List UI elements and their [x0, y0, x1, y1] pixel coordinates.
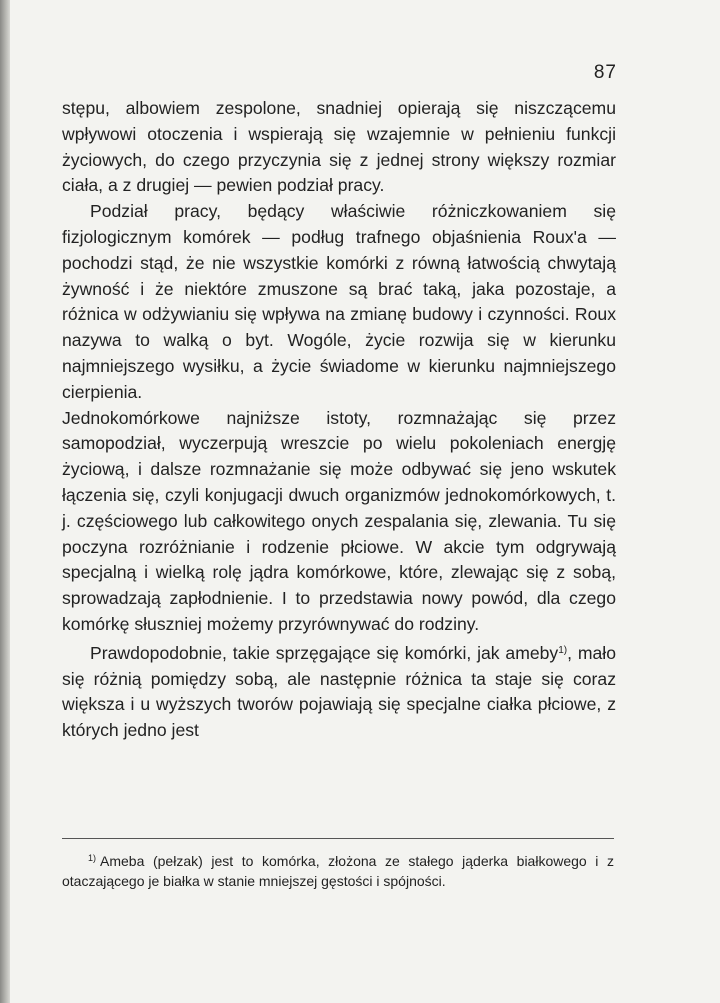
paragraph-1: stępu, albowiem zespolone, snadniej opierają się niszczącemu wpływowi otoczenia i wspierają się wzajemnie w pełnieniu funkcji życiowych, do czego przyczynia się z jednej strony większy rozmiar ciała, a z drugiej — pewien podział pracy. [62, 98, 616, 196]
footnote-mark: 1) [88, 853, 97, 863]
paragraph-4-start: Prawdopodobnie, takie sprzęgające się komórki, jak ameby [90, 642, 559, 663]
footnote-reference: 1) [558, 644, 568, 656]
paragraph-2: Podział pracy, będący właściwie różniczkowaniem się fizjologicznym komórek — podług trafnego objaśnienia Roux'a — pochodzi stąd, że nie wszystkie komórki z równą łatwością chwytają żywność i że niektóre zmuszone są brać taką, jaka pozostaje, a różnica w odżywianiu się wpływa na zmianę budowy i czynności. Roux nazywa to walką o byt. Wogóle, życie rozwija się w kierunku najmniejszego wysiłku, a życie świadome w kierunku najmniejszego cierpienia. [62, 201, 616, 402]
footnote-text: Ameba (pełzak) jest to komórka, złożona ze stałego jąderka białkowego i z otaczającego je białka w stanie mniejszej gęstości i spójności. [62, 853, 614, 889]
page-number: 87 [593, 62, 617, 83]
body-text [62, 96, 616, 744]
book-spine-shadow [0, 0, 10, 1003]
footnote-divider [62, 838, 614, 839]
paragraph-4-end: , mało się różnią pomiędzy sobą, ale następnie różnica ta staje się coraz większa i u wyższych tworów pojawiają się specjalne ciałka płciowe, z których jedno jest [62, 642, 616, 741]
footnote [62, 848, 614, 891]
paragraph-3: Jednokomórkowe najniższe istoty, rozmnażając się przez samopodział, wyczerpują wreszcie po wielu pokoleniach energję życiową, i dalsze rozmnażanie się może odbywać się jeno wskutek łączenia się, czyli konjugacji dwuch organizmów jednokomórkowych, t. j. częściowego lub całkowitego onych zespalania się, zlewania. Tu się poczyna rozróżnianie i rodzenie płciowe. W akcie tym odgrywają specjalną i wielką rolę jądra komórkowe, które, zlewając się z sobą, sprowadzają zapłodnienie. I to przedstawia nowy powód, dla czego komórkę słuszniej możemy przyrównywać do rodziny. [62, 407, 616, 634]
paragraph-4 [62, 638, 616, 744]
